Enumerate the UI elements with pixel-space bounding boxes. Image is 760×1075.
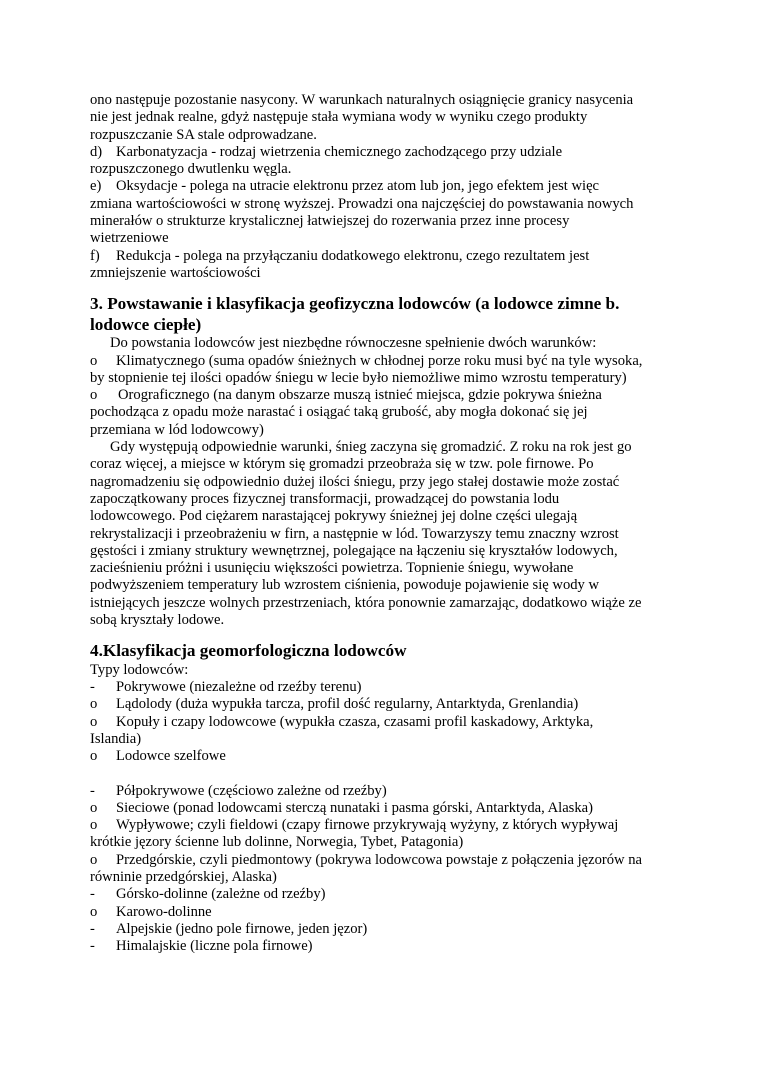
list-text-cont: minerałów o strukturze krystalicznej łatwiejszej do rozerwania przez inne procesy xyxy=(90,213,570,230)
bullet-marker: o xyxy=(90,817,98,834)
glacier-type-text: Wypływowe; czyli fieldowi (czapy firnowe przykrywają wyżyny, z których wypływaj xyxy=(116,817,619,834)
condition-text-cont: przemiana w lód lodowcowy) xyxy=(90,421,264,438)
dash-marker: - xyxy=(90,938,95,955)
glacier-type-text: Kopuły i czapy lodowcowe (wypukła czasza, czasami profil kaskadowy, Arktyka, xyxy=(116,713,594,730)
bullet-marker: o xyxy=(90,851,98,868)
glacier-group-text: Górsko-dolinne (zależne od rzeźby) xyxy=(116,886,326,903)
list-marker: d) xyxy=(90,143,103,160)
paragraph-line: rekrystalizacji i przeobrażeniu w firn, a następnie w lód. Towarzyszy temu znaczny wzrost xyxy=(90,525,619,542)
intro-line: ono następuje pozostanie nasycony. W warunkach naturalnych osiągnięcie granicy nasycenia xyxy=(90,92,634,108)
glacier-group-2 xyxy=(90,783,680,800)
condition-text-cont: by stopnienie tej ilości opadów śniegu w lecie było niemożliwe mimo wzrostu temperatury) xyxy=(90,369,627,386)
list-marker: f) xyxy=(90,247,100,264)
dash-marker: - xyxy=(90,679,95,696)
dash-marker: - xyxy=(90,886,95,903)
paragraph-line: istniejących jeszcze wolnych przestrzeniach, która ponownie zamarzając, dodatkowo wiąże ze xyxy=(90,594,642,611)
glacier-type xyxy=(90,696,680,713)
glacier-type-text: Sieciowe (ponad lodowcami sterczą nunataki i pasma górski, Antarktyda, Alaska) xyxy=(116,799,593,816)
section-3-heading xyxy=(90,294,680,335)
glacier-type-text: Lądolody (duża wypukła tarcza, profil dość regularny, Antarktyda, Grenlandia) xyxy=(116,696,579,713)
intro-line: rozpuszczanie SA stale odprowadzane. xyxy=(90,126,317,143)
list-text: Karbonatyzacja - rodzaj wietrzenia chemicznego zachodzącego przy udziale xyxy=(116,143,563,160)
list-text-cont: wietrzeniowe xyxy=(90,230,169,247)
dash-marker: - xyxy=(90,920,95,937)
glacier-type xyxy=(90,748,680,765)
bullet-marker: o xyxy=(90,387,98,404)
paragraph-line: zacieśnieniu próżni i usunięciu większości powietrza. Topnienie śniegu, wywołane xyxy=(90,560,574,577)
glacier-type-text: Przedgórskie, czyli piedmontowy (pokrywa lodowcowa powstaje z połączenia jęzorów na xyxy=(116,851,643,868)
glacier-type-text-cont: równinie przedgórskiej, Alaska) xyxy=(90,869,277,886)
glacier-group-1 xyxy=(90,679,680,696)
bullet-marker: o xyxy=(90,903,98,920)
bullet-marker: o xyxy=(90,799,98,816)
condition-text: Klimatycznego (suma opadów śnieżnych w chłodnej porze roku musi być na tyle wysoka, xyxy=(116,352,643,369)
glacier-type-text-cont: krótkie jęzory ścienne lub dolinne, Norwegia, Tybet, Patagonia) xyxy=(90,834,464,851)
list-item-f xyxy=(90,248,680,265)
condition-text: Orograficznego (na danym obszarze muszą istnieć miejsca, gdzie pokrywa śnieżna xyxy=(118,387,602,404)
glacier-type xyxy=(90,852,680,869)
paragraph-line: podwyższeniem temperatury lub wzrostem ciśnienia, powoduje pojawienie się wody w xyxy=(90,577,600,594)
condition-item-2 xyxy=(90,387,680,404)
list-item-d xyxy=(90,144,680,161)
list-text: Redukcja - polega na przyłączaniu dodatkowego elektronu, czego rezultatem jest xyxy=(116,247,590,264)
paragraph-line: nagromadzeniu się odpowiednio dużej ilości śniegu, przy jego stałej dostawie może zostać xyxy=(90,473,620,490)
section-4-heading xyxy=(90,641,680,662)
glacier-type xyxy=(90,904,680,921)
dash-marker: - xyxy=(90,782,95,799)
heading-line: 3. Powstawanie i klasyfikacja geofizyczna lodowców (a lodowce zimne b. xyxy=(90,294,620,314)
section-3-intro: Do powstania lodowców jest niezbędne równoczesne spełnienie dwóch warunków: xyxy=(110,335,597,352)
heading-line: 4.Klasyfikacja geomorfologiczna lodowców xyxy=(90,641,407,661)
bullet-marker: o xyxy=(90,748,98,765)
intro-line: nie jest jednak realne, gdyż następuje stała wymiana wody w wyniku czego produkty xyxy=(90,109,588,126)
document-page xyxy=(90,92,680,956)
paragraph-line: sobą kryształy lodowe. xyxy=(90,612,225,629)
types-label: Typy lodowców: xyxy=(90,661,189,678)
glacier-type-text: Karowo-dolinne xyxy=(116,903,212,920)
glacier-type-text: Himalajskie (liczne pola firnowe) xyxy=(116,938,313,955)
glacier-group-text: Pokrywowe (niezależne od rzeźby terenu) xyxy=(116,679,362,696)
glacier-group-text: Półpokrywowe (częściowo zależne od rzeźby) xyxy=(116,782,387,799)
bullet-marker: o xyxy=(90,713,98,730)
bullet-marker: o xyxy=(90,696,98,713)
glacier-type xyxy=(90,817,680,834)
list-text-cont: zmiana wartościowości w stronę wyższej. Prowadzi ona najczęściej do powstawania nowych xyxy=(90,195,634,212)
list-item-e xyxy=(90,178,680,195)
glacier-group-3 xyxy=(90,886,680,903)
paragraph-line: coraz więcej, a miejsce w którym się gromadzi przeobraża się w tzw. pole firnowe. Po xyxy=(90,456,594,473)
glacier-type xyxy=(90,800,680,817)
paragraph-line: zapoczątkowany proces fizycznej transformacji, prowadzącej do powstania lodu xyxy=(90,490,560,507)
glacier-type xyxy=(90,921,680,938)
condition-item-1 xyxy=(90,353,680,370)
condition-text-cont: pochodząca z opadu może narastać i osiągać taką grubość, aby mogła dokonać się jej xyxy=(90,404,588,421)
heading-line: lodowce ciepłe) xyxy=(90,314,202,334)
paragraph-line: lodowcowego. Pod ciężarem narastającej pokrywy śnieżnej jej dolne części ulegają xyxy=(90,508,578,525)
glacier-type xyxy=(90,938,680,955)
list-text-cont: zmniejszenie wartościowości xyxy=(90,264,261,281)
glacier-type-text: Alpejskie (jedno pole firnowe, jeden jęzor) xyxy=(116,920,368,937)
glacier-type xyxy=(90,714,680,731)
paragraph-first-line: Gdy występują odpowiednie warunki, śnieg zaczyna się gromadzić. Z roku na rok jest go xyxy=(110,439,632,456)
list-text: Oksydacje - polega na utracie elektronu przez atom lub jon, jego efektem jest więc xyxy=(116,178,600,195)
bullet-marker: o xyxy=(90,352,98,369)
list-text-cont: rozpuszczonego dwutlenku węgla. xyxy=(90,161,292,178)
list-marker: e) xyxy=(90,178,102,195)
glacier-type-text: Lodowce szelfowe xyxy=(116,748,226,765)
glacier-type-text-cont: Islandia) xyxy=(90,731,142,747)
paragraph-line: gęstości i zmiany struktury wewnętrznej, polegające na łączeniu się kryształów lodowych, xyxy=(90,542,618,559)
